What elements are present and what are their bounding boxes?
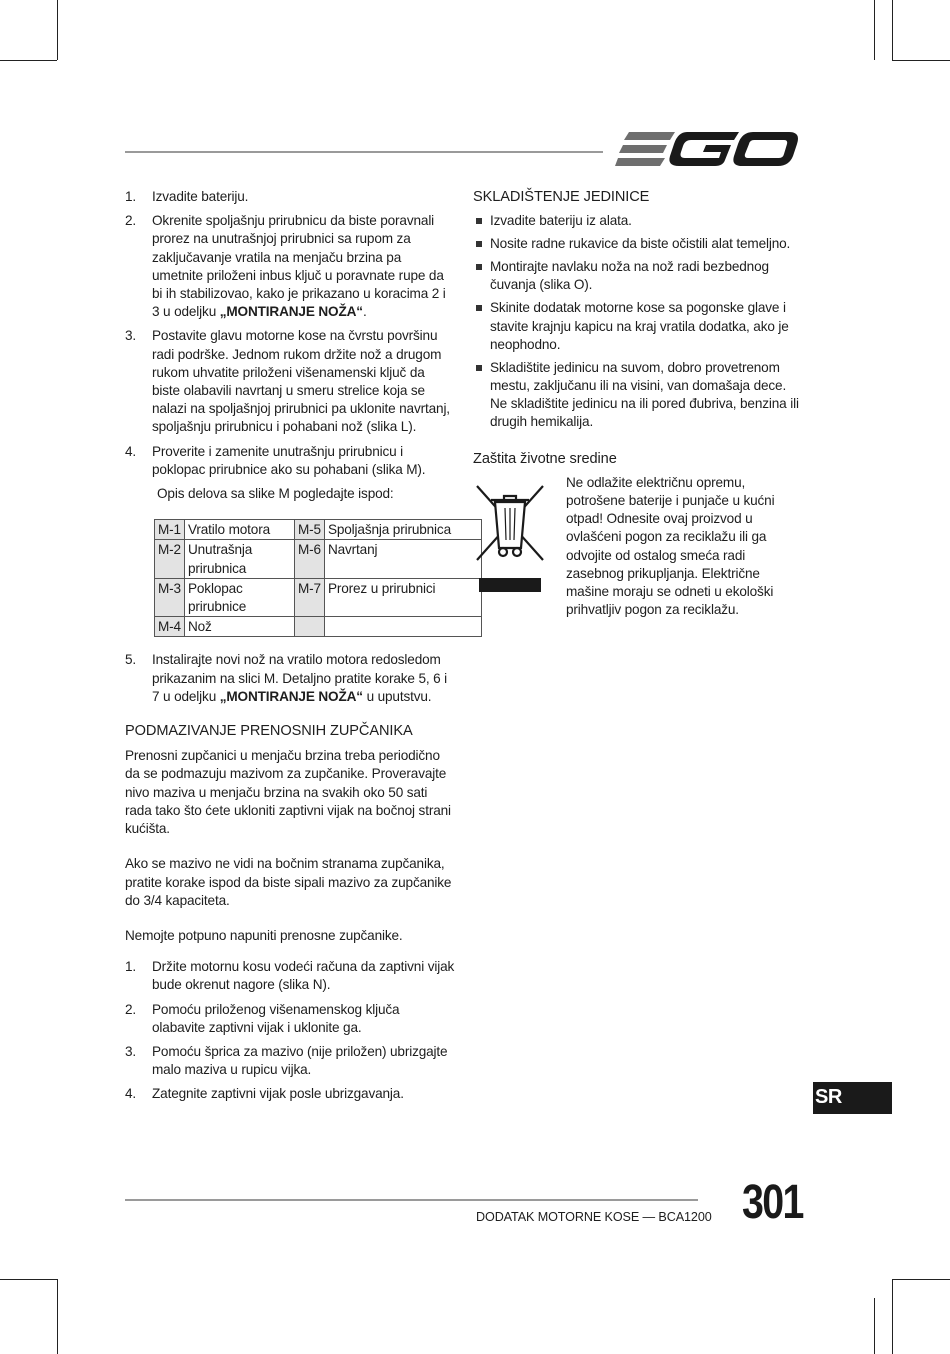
- step-number: 1.: [125, 189, 137, 204]
- part-code: M-5: [294, 520, 324, 540]
- section-reference: „MONTIRANJE NOŽA“: [219, 304, 363, 320]
- bullet-square-icon: [476, 241, 482, 247]
- section-heading-environment: Zaštita životne sredine: [473, 450, 617, 467]
- crop-mark: [892, 0, 893, 60]
- part-code: M-4: [155, 617, 185, 637]
- part-code-empty: [294, 617, 324, 637]
- list-item: [125, 958, 455, 994]
- parts-table: [154, 519, 482, 637]
- step-text: Okrenite spoljašnju prirubnicu da biste poravnali prorez na unutrašnjoj prirubnici sa rupom za zaključavanje vratila na menjaču brzina pa umetnite priloženi inbus ključ u poravnate rupe da bi ih stabilizovao, kako je prikazano u koracima 2 i 3 u odeljku: [152, 213, 446, 320]
- part-name: Nož: [184, 617, 294, 637]
- list-item: [473, 235, 805, 253]
- ego-logo-icon: [615, 128, 800, 173]
- install-step: [125, 651, 455, 706]
- part-code: M-7: [294, 578, 324, 616]
- step-number: 1.: [125, 959, 137, 975]
- left-column: [125, 188, 455, 1110]
- step-text: Proverite i zamenite unutrašnju prirubnicu i poklopac prirubnice ako su pohabani (slika M).: [152, 443, 426, 477]
- bullet-square-icon: [476, 365, 482, 371]
- step-number: 3.: [125, 1043, 137, 1059]
- step-text: Instalirajte novi nož na vratilo motora redosledom prikazanim na slici M. Detaljno pratite korake 5, 6 i 7 u odeljku: [152, 652, 448, 704]
- step-number: 3.: [125, 328, 137, 344]
- bullet-square-icon: [476, 218, 482, 224]
- step-number: 2.: [125, 1001, 137, 1017]
- part-name: Unutrašnja prirubnica: [184, 540, 294, 578]
- lubrication-steps: [125, 958, 455, 1103]
- bullet-text: Montirajte navlaku noža na nož radi bezbednog čuvanja (slika O).: [490, 259, 769, 293]
- page-number: 301: [742, 1176, 803, 1229]
- list-item: [473, 299, 805, 354]
- part-name: Prorez u prirubnici: [324, 578, 481, 616]
- crop-mark: [0, 1279, 57, 1280]
- step-text-tail: u uputstvu.: [362, 688, 432, 704]
- list-item: [473, 258, 805, 294]
- step-text: Postavite glavu motorne kose na čvrstu površinu radi podrške. Jednom rukom držite nož a drugom rukom uhvatite priloženi višenamenski ključ da biste olabavili navrtanj u smeru strelice koja se nalazi na spoljašnjoj prirubnici pa uklonite navrtanj, spoljašnju prirubnicu i pohabani nož (slika L).: [152, 328, 450, 435]
- crop-mark: [57, 1279, 58, 1354]
- step-text: Izvadite bateriju.: [152, 189, 249, 204]
- bullet-square-icon: [476, 305, 482, 311]
- crop-mark: [874, 1298, 875, 1354]
- crop-mark: [874, 0, 875, 60]
- list-item: [125, 1043, 455, 1079]
- list-item: [125, 443, 455, 479]
- table-row: [155, 578, 482, 616]
- bullet-text: Nosite radne rukavice da biste očistili alat temeljno.: [490, 236, 791, 252]
- paragraph: Nemojte potpuno napuniti prenosne zupčanike.: [125, 927, 403, 943]
- step-text: Pomoću priloženog višenamenskog ključa olabavite zaptivni vijak i uklonite ga.: [152, 1001, 400, 1035]
- header-rule: [125, 151, 603, 153]
- paragraph: Prenosni zupčanici u menjaču brzina treba periodično da se podmazuju mazivom za zupčanike. Proveravajte nivo maziva u menjaču brzina na svakih oko 50 sati rada tako što ćete ukloniti zaptivni vijak na bočnoj strani kućišta.: [125, 748, 451, 837]
- bullet-text: Skinite dodatak motorne kose sa pogonske glave i stavite krajnju kapicu na kraj vratila dodatka, ako je neophodno.: [490, 300, 789, 352]
- list-item: [125, 651, 455, 706]
- step-number: 4.: [125, 1086, 137, 1102]
- part-name: Navrtanj: [324, 540, 481, 578]
- language-badge: [813, 1082, 892, 1114]
- bullet-square-icon: [476, 264, 482, 270]
- part-code: M-6: [294, 540, 324, 578]
- part-name: Poklopac prirubnice: [184, 578, 294, 616]
- right-column: [473, 188, 805, 618]
- step-number: 2.: [125, 213, 137, 229]
- section-heading-gear-lubrication: PODMAZIVANJE PRENOSNIH ZUPČANIKA: [125, 723, 413, 740]
- crop-mark: [57, 0, 58, 60]
- step-number: 4.: [125, 443, 137, 459]
- list-item: [473, 359, 805, 432]
- part-code: M-1: [155, 520, 185, 540]
- part-name: Spoljašnja prirubnica: [324, 520, 481, 540]
- section-heading-storage: SKLADIŠTENJE JEDINICE: [473, 189, 650, 205]
- list-item: [473, 212, 805, 230]
- crop-mark: [0, 60, 57, 61]
- list-item: [125, 212, 455, 321]
- crop-mark: [892, 1279, 950, 1280]
- bullet-text: Izvadite bateriju iz alata.: [490, 213, 632, 229]
- footer-rule: [125, 1199, 698, 1201]
- list-item: [125, 188, 455, 206]
- ego-logo: [615, 128, 800, 178]
- removal-steps: [125, 188, 455, 479]
- part-name: Vratilo motora: [184, 520, 294, 540]
- part-code: M-3: [155, 578, 185, 616]
- table-row: [155, 540, 482, 578]
- part-code: M-2: [155, 540, 185, 578]
- environment-block: [473, 474, 805, 618]
- list-item: [125, 327, 455, 436]
- storage-list: [473, 212, 805, 431]
- list-item: [125, 1001, 455, 1037]
- step-number: 5.: [125, 652, 137, 668]
- step-text-tail: .: [362, 304, 367, 320]
- bullet-text: Skladištite jedinicu na suvom, dobro provetrenom mestu, zaključanu ili na visini, van domašaja dece. Ne skladištite jedinicu na ili pored đubriva, benzina ili drugih hemikalija.: [490, 359, 799, 430]
- parts-intro: Opis delova sa slike M pogledajte ispod:: [157, 486, 394, 502]
- crop-mark: [892, 1279, 893, 1354]
- step-text: Pomoću šprica za mazivo (nije priložen) ubrizgajte malo maziva u rupicu vijka.: [152, 1043, 448, 1078]
- step-text: Držite motornu kosu vodeći računa da zaptivni vijak bude okrenut nagore (slika N).: [152, 959, 455, 993]
- crossed-bin-icon: [473, 478, 548, 594]
- list-item: [125, 1085, 455, 1103]
- part-name-empty: [324, 617, 481, 637]
- section-reference: „MONTIRANJE NOŽA“: [219, 688, 363, 704]
- document-title: DODATAK MOTORNE KOSE — BCA1200: [476, 1210, 712, 1224]
- crop-mark: [892, 60, 950, 61]
- step-text: Zategnite zaptivni vijak posle ubrizgavanja.: [152, 1086, 404, 1102]
- table-row: [155, 520, 482, 540]
- paragraph: Ako se mazivo ne vidi na bočnim stranama zupčanika, pratite korake ispod da biste sipali mazivo za zupčanike do 3/4 kapaciteta.: [125, 856, 452, 908]
- table-row: [155, 617, 482, 637]
- environment-text: Ne odlažite električnu opremu, potrošene baterije i punjače u kućni otpad! Odnesite ovaj proizvod u ovlašćeni pogon za reciklažu ili ga odvojite od ostalog smeća radi zasebnog prikupljanja. Električne mašine moraju se odneti u ekološki prihvatljiv pogon za reciklažu.: [566, 474, 775, 618]
- language-code: SR: [815, 1086, 842, 1108]
